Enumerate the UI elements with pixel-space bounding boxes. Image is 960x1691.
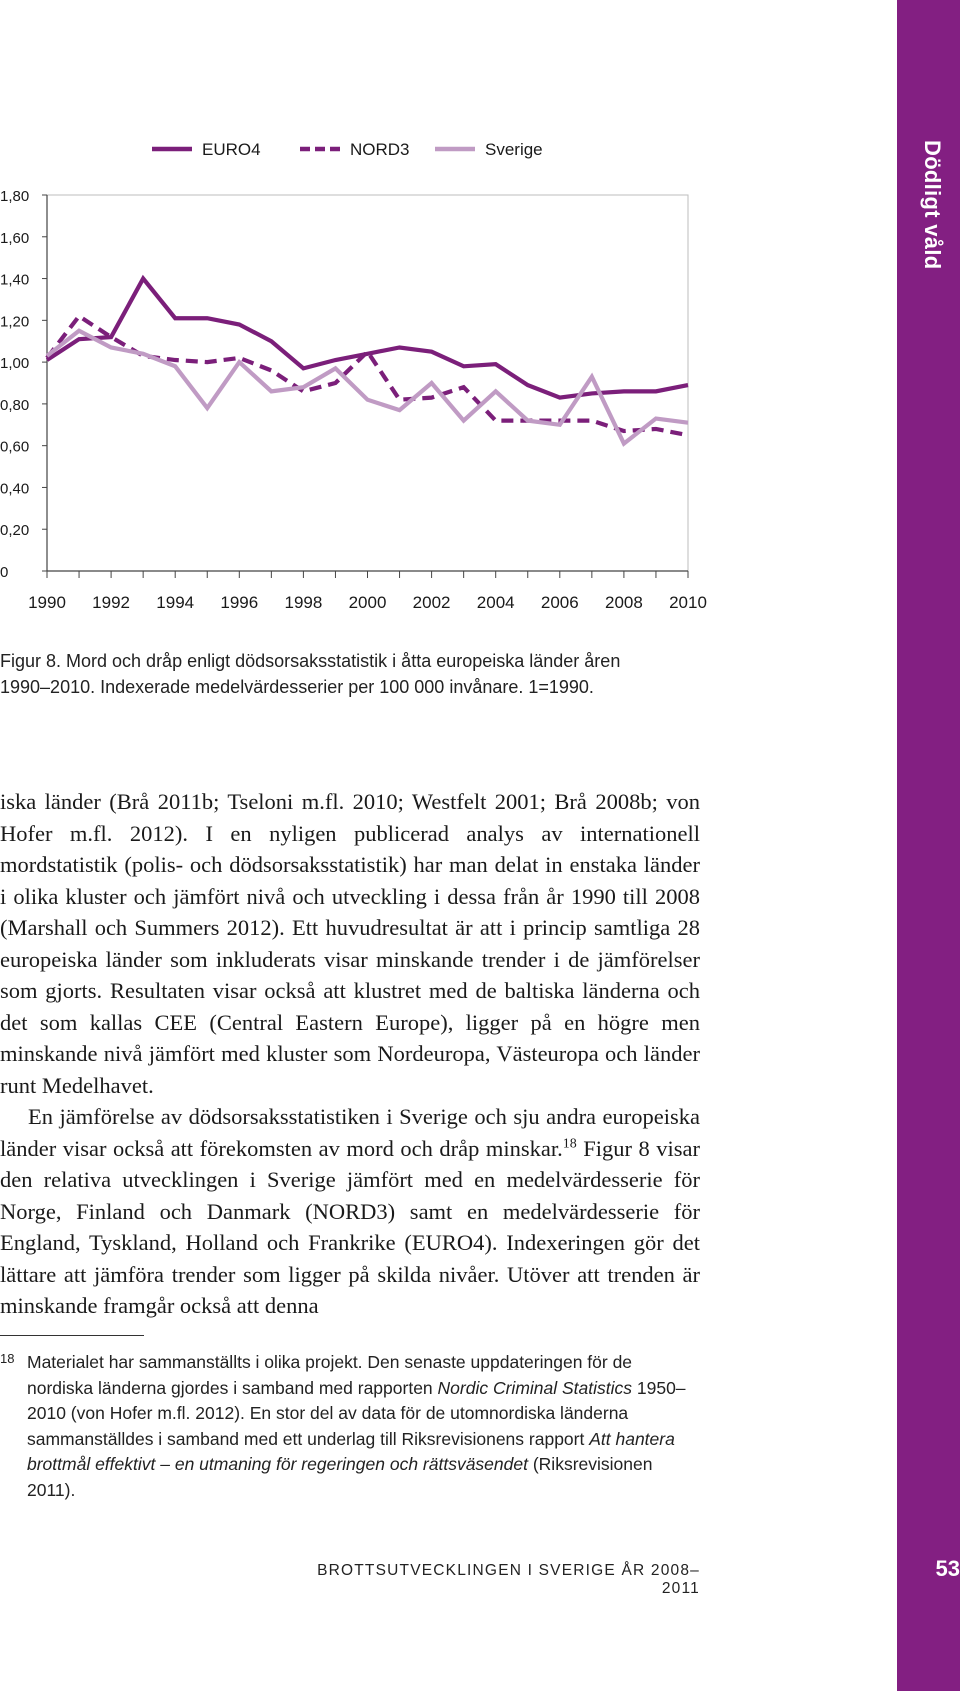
y-tick-label: 0,80 xyxy=(0,396,30,414)
chart-legend xyxy=(152,140,543,159)
x-tick-label: 2000 xyxy=(348,593,387,612)
legend-label: NORD3 xyxy=(350,140,410,159)
paragraph: iska länder (Brå 2011b; Tseloni m.fl. 2010; Westfelt 2001; Brå 2008b; von Hofer m.fl. 2012). I en nyligen publicerad analys av internationell mordstatistik (polis- och dödsorsaksstatistik) har man delat in enstaka länder i olika kluster och jämfört nivå och utveckling i dessa från år 1990 till 2008 (Marshall och Summers 2012). Ett huvudresultat är att i princip samtliga 28 europeiska länder som inkluderats visar minskande trender i de jämförelser som gjorts. Resultaten visar också att klustret med de baltiska länderna och det som kallas CEE (Central Eastern Europe), ligger på en högre men minskande nivå jämfört med kluster som Nordeuropa, Västeuropa och länder runt Medelhavet. xyxy=(0,789,700,1098)
y-tick-label: 1,80 xyxy=(0,188,30,205)
chapter-title: Dödligt våld xyxy=(920,140,945,270)
footnote-divider xyxy=(0,1335,144,1336)
x-tick-label: 2010 xyxy=(669,593,707,612)
x-tick-label: 2004 xyxy=(476,593,515,612)
x-tick-label: 1990 xyxy=(28,593,66,612)
x-tick-label: 2006 xyxy=(540,593,579,612)
x-tick-label: 1992 xyxy=(92,593,131,612)
y-tick-label: 0,40 xyxy=(0,480,30,498)
x-tick-label: 1994 xyxy=(156,593,195,612)
y-tick-label: 0 xyxy=(0,564,9,581)
legend-label: Sverige xyxy=(485,140,543,159)
x-tick-label: 1998 xyxy=(284,593,323,612)
footnote-text-part: Materialet har sammanställts i olika projekt. Den senaste uppdateringen för de nordiska länderna gjordes i samband med rapporten xyxy=(27,1352,633,1398)
series-line-sverige xyxy=(47,331,688,444)
line-chart xyxy=(0,120,720,620)
footnote-text xyxy=(27,1350,700,1503)
x-tick-label: 2002 xyxy=(412,593,451,612)
footnote-number: 18 xyxy=(0,1351,15,1366)
footnote-title-italic: Nordic Criminal Statistics xyxy=(437,1377,633,1398)
y-tick-label: 1,40 xyxy=(0,271,30,289)
y-tick-label: 1,00 xyxy=(0,355,30,373)
chart-series xyxy=(47,279,688,444)
figure-caption-line: 1990–2010. Indexerade medelvärdesserier per 100 000 invånare. 1=1990. xyxy=(0,677,594,697)
legend-label: EURO4 xyxy=(202,140,261,159)
paragraph-text: En jämförelse av dödsorsaksstatistiken i Sverige och sju andra europeiska länder visar också att förekomsten av mord och dråp minskar. xyxy=(0,1104,700,1161)
footnote-text-part: 1950–2010 (von Hofer m.fl. 2012). En stor del av data för de utomnordiska länderna sammanställdes i samband med ett underlag till Riksrevisionens rapport xyxy=(27,1377,686,1449)
footnote-title-italic: Att hantera brottmål effektivt – en utmaning för regeringen och rättsväsendet xyxy=(27,1428,675,1474)
page-number: 53 xyxy=(935,1556,960,1581)
paragraph xyxy=(0,1101,700,1322)
y-tick-label: 0,20 xyxy=(0,522,30,540)
footnote-text-part: (Riksrevisionen 2011). xyxy=(27,1454,653,1500)
paragraph-text: Figur 8 visar den relativa utvecklingen i Sverige jämfört med en medelvärdesserie för Norge, Finland och Danmark (NORD3) samt en medelvärdesserie för England, Tyskland, Holland och Frankrike (EURO4). Indexeringen gör det lättare att jämföra trender som ligger på skilda nivåer. Utöver att trenden är minskande framgår också att denna xyxy=(0,1135,700,1318)
figure-caption-line: Figur 8. Mord och dråp enligt dödsorsaksstatistik i åtta europeiska länder åren xyxy=(0,651,621,671)
figure-caption xyxy=(0,648,700,700)
y-tick-label: 1,60 xyxy=(0,229,30,247)
x-tick-label: 1996 xyxy=(220,593,259,612)
running-footer: BROTTSUTVECKLINGEN I SVERIGE ÅR 2008–2011 xyxy=(317,1562,700,1597)
y-tick-label: 0,60 xyxy=(0,438,30,456)
body-text xyxy=(0,786,700,1322)
plot-frame xyxy=(47,195,688,571)
x-tick-label: 2008 xyxy=(604,593,643,612)
footnote-ref[interactable]: 18 xyxy=(562,1136,577,1151)
footnote xyxy=(0,1350,700,1503)
y-tick-label: 1,20 xyxy=(0,313,30,331)
